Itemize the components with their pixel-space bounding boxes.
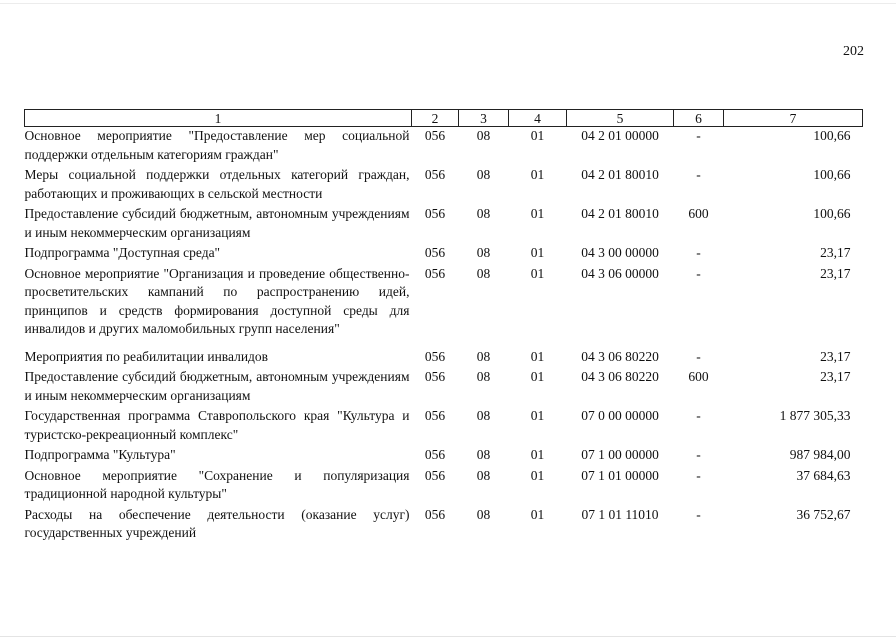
- scan-bottom-edge: [0, 636, 896, 637]
- row-target-code: 04 2 01 80010: [581, 167, 659, 182]
- table-row: [25, 127, 863, 167]
- row-expense-type: -: [696, 447, 701, 462]
- row-amount: 23,17: [820, 369, 851, 384]
- row-ministry-code: 056: [424, 206, 446, 221]
- header-col-6: 6: [674, 110, 724, 127]
- table-row: [25, 348, 863, 369]
- row-amount: 23,17: [820, 245, 851, 260]
- row-name: Государственная программа Ставропольского края "Культура и туристско-рекреационный комплекс": [24, 408, 410, 442]
- row-expense-type: -: [696, 348, 701, 364]
- row-expense-type: -: [696, 506, 701, 522]
- row-ministry-code: 056: [424, 265, 446, 281]
- row-amount: 100,66: [813, 128, 851, 143]
- header-col-7: 7: [724, 110, 863, 127]
- row-target-code: 04 2 01 00000: [581, 128, 659, 143]
- row-section: 08: [476, 245, 491, 260]
- row-expense-type: 600: [688, 369, 709, 384]
- row-expense-type: 600: [688, 206, 709, 221]
- budget-table: [24, 109, 863, 545]
- row-subsection: 01: [530, 265, 545, 281]
- row-name: Основное мероприятие "Сохранение и популяризация традиционной народной культуры": [24, 467, 410, 501]
- row-subsection: 01: [530, 408, 545, 423]
- row-section: 08: [476, 206, 491, 221]
- row-subsection: 01: [530, 128, 545, 143]
- row-target-code: 07 1 01 00000: [581, 467, 659, 483]
- row-section: 08: [476, 128, 491, 143]
- row-subsection: 01: [530, 245, 545, 260]
- scan-top-edge: [0, 3, 896, 4]
- header-col-4: 4: [509, 110, 567, 127]
- row-target-code: 07 0 00 00000: [581, 408, 659, 423]
- table-header: [25, 110, 863, 127]
- row-ministry-code: 056: [424, 245, 446, 260]
- row-amount: 100,66: [813, 206, 851, 221]
- row-name: Подпрограмма "Культура": [24, 447, 176, 462]
- row-subsection: 01: [530, 348, 545, 364]
- row-name: Меры социальной поддержки отдельных категорий граждан, работающих и проживающих в сельской местности: [24, 167, 410, 201]
- row-target-code: 07 1 01 11010: [581, 506, 659, 522]
- row-section: 08: [476, 369, 491, 384]
- row-expense-type: -: [696, 245, 701, 260]
- row-name: Предоставление субсидий бюджетным, автономным учреждениям и иным некоммерческим организациям: [24, 206, 410, 240]
- table-row: [25, 467, 863, 506]
- table-row: [25, 446, 863, 467]
- row-ministry-code: 056: [424, 348, 446, 364]
- row-section: 08: [476, 506, 491, 522]
- row-ministry-code: 056: [424, 506, 446, 522]
- row-ministry-code: 056: [424, 167, 446, 182]
- row-ministry-code: 056: [424, 408, 446, 423]
- row-ministry-code: 056: [424, 447, 446, 462]
- row-amount: 23,17: [820, 348, 851, 364]
- row-section: 08: [476, 348, 491, 364]
- row-target-code: 04 3 06 00000: [581, 265, 659, 281]
- table-row: [25, 205, 863, 244]
- row-amount: 1 877 305,33: [779, 408, 851, 423]
- row-expense-type: -: [696, 265, 701, 281]
- row-name: Мероприятия по реабилитации инвалидов: [24, 348, 269, 364]
- row-amount: 37 684,63: [796, 467, 851, 483]
- row-expense-type: -: [696, 408, 701, 423]
- row-expense-type: -: [696, 128, 701, 143]
- table-body: [25, 127, 863, 545]
- row-amount: 36 752,67: [796, 506, 851, 522]
- row-expense-type: -: [696, 167, 701, 182]
- row-section: 08: [476, 408, 491, 423]
- row-section: 08: [476, 265, 491, 281]
- header-col-1: 1: [25, 110, 412, 127]
- row-amount: 23,17: [820, 265, 851, 281]
- table-row: [25, 368, 863, 407]
- page-number: 202: [843, 44, 864, 59]
- header-row: [25, 110, 863, 127]
- row-subsection: 01: [530, 447, 545, 462]
- row-subsection: 01: [530, 467, 545, 483]
- row-section: 08: [476, 447, 491, 462]
- row-target-code: 04 3 00 00000: [581, 245, 659, 260]
- row-subsection: 01: [530, 369, 545, 384]
- table-row: [25, 407, 863, 446]
- header-col-5: 5: [567, 110, 674, 127]
- table-row: [25, 506, 863, 545]
- row-expense-type: -: [696, 467, 701, 483]
- row-ministry-code: 056: [424, 128, 446, 143]
- row-ministry-code: 056: [424, 369, 446, 384]
- row-subsection: 01: [530, 206, 545, 221]
- row-target-code: 04 3 06 80220: [581, 369, 659, 384]
- row-target-code: 04 3 06 80220: [581, 348, 659, 364]
- header-col-2: 2: [412, 110, 459, 127]
- row-amount: 100,66: [813, 167, 851, 182]
- row-target-code: 07 1 00 00000: [581, 447, 659, 462]
- header-col-3: 3: [459, 110, 509, 127]
- table-row: [25, 166, 863, 205]
- row-subsection: 01: [530, 167, 545, 182]
- row-target-code: 04 2 01 80010: [581, 206, 659, 221]
- row-name: Расходы на обеспечение деятельности (оказание услуг) государственных учреждений: [24, 506, 410, 540]
- row-name: Предоставление субсидий бюджетным, автономным учреждениям и иным некоммерческим организациям: [24, 369, 410, 403]
- table-row: [25, 244, 863, 265]
- table-row: [25, 265, 863, 348]
- row-name: Подпрограмма "Доступная среда": [24, 245, 221, 260]
- row-amount: 987 984,00: [789, 447, 851, 462]
- row-section: 08: [476, 467, 491, 483]
- row-name: Основное мероприятие "Предоставление мер социальной поддержки отдельным категориям граждан": [24, 128, 410, 162]
- row-subsection: 01: [530, 506, 545, 522]
- row-name: Основное мероприятие "Организация и проведение общественно-просветительских кампаний по распространению идей, принципов и средств формирования доступной среды для инвалидов и других маломобильных групп населения": [24, 265, 410, 336]
- row-ministry-code: 056: [424, 467, 446, 483]
- row-section: 08: [476, 167, 491, 182]
